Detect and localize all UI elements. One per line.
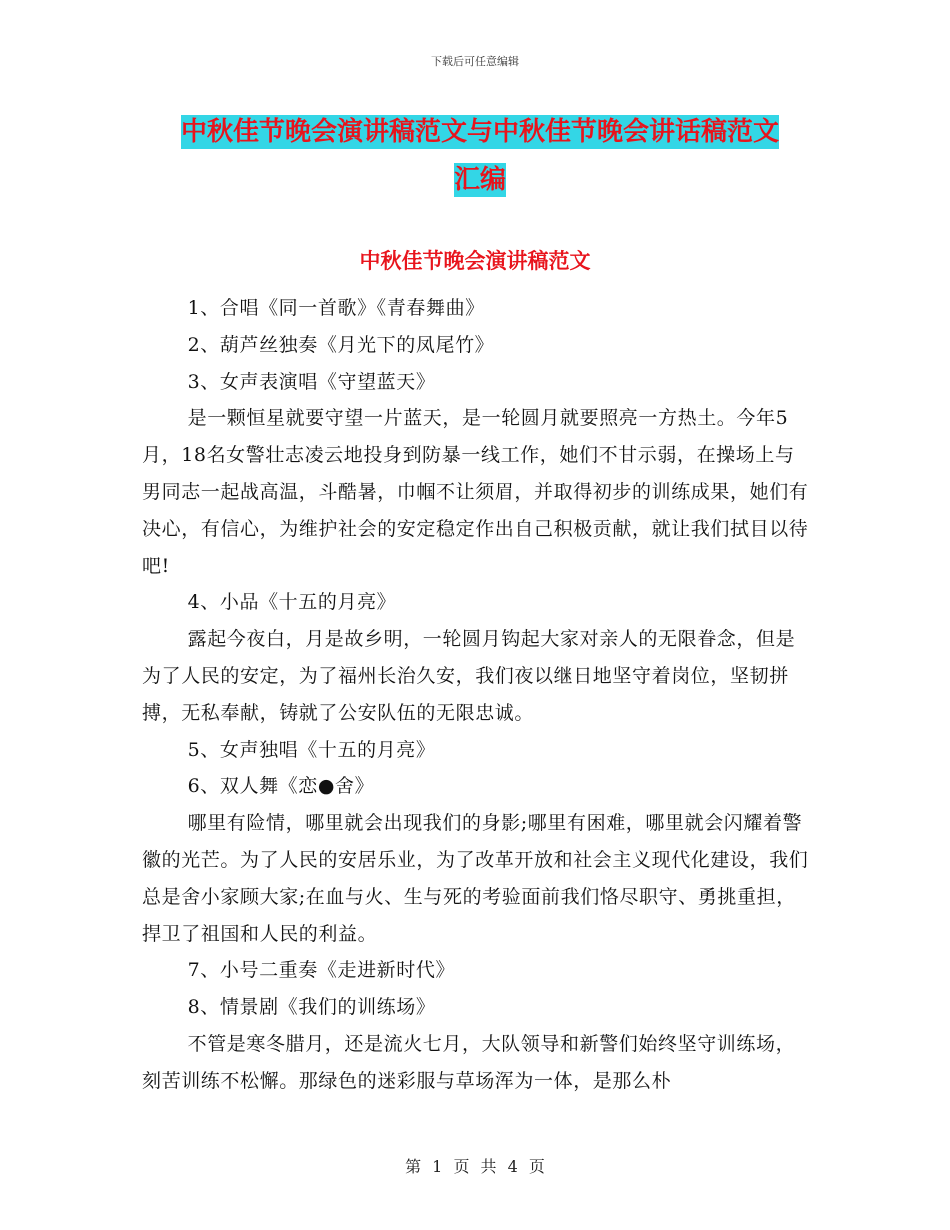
- paragraph: 7、小号二重奏《走进新时代》: [187, 959, 456, 982]
- title-line-2: 汇编: [453, 165, 506, 195]
- section-title: 中秋佳节晚会演讲稿范文: [359, 249, 591, 273]
- document-title: [140, 108, 820, 204]
- paragraph: 2、葫芦丝独奏《月光下的凤尾竹》: [187, 333, 495, 356]
- paragraph: 3、女声表演唱《守望蓝天》: [187, 370, 436, 393]
- paragraph: 不管是寒冬腊月，还是流火七月，大队领导和新警们始终坚守训练场，刻苦训练不松懈。那绿色的迷彩服与草场浑为一体，是那么朴: [142, 1032, 796, 1092]
- paragraph: 哪里有险情，哪里就会出现我们的身影;哪里有困难，哪里就会闪耀着警徽的光芒。为了人民的安居乐业，为了改革开放和社会主义现代化建设，我们总是舍小家顾大家;在血与火、生与死的考验面前我们恪尽职守、勇挑重担，捍卫了祖国和人民的利益。: [142, 812, 809, 945]
- body-text: [142, 290, 812, 1100]
- title-line-1: 中秋佳节晚会演讲稿范文与中秋佳节晚会讲话稿范文: [180, 117, 779, 147]
- header-note: 下载后可任意编辑: [431, 55, 519, 68]
- page-footer: 第 1 页 共 4 页: [405, 1157, 545, 1176]
- paragraph: 1、合唱《同一首歌》《青春舞曲》: [187, 297, 485, 319]
- paragraph: 6、双人舞《恋●舍》: [187, 775, 375, 798]
- paragraph: 露起今夜白，月是故乡明，一轮圆月钩起大家对亲人的无限眷念，但是为了人民的安定，为了福州长治久安，我们夜以继日地坚守着岗位，坚韧拼搏，无私奉献，铸就了公安队伍的无限忠诚。: [142, 628, 796, 724]
- paragraph: 8、情景剧《我们的训练场》: [187, 996, 436, 1019]
- paragraph: 4、小品《十五的月亮》: [187, 591, 397, 614]
- paragraph: 5、女声独唱《十五的月亮》: [187, 738, 436, 761]
- paragraph: 是一颗恒星就要守望一片蓝天，是一轮圆月就要照亮一方热土。今年5月，18名女警壮志凌云地投身到防暴一线工作，她们不甘示弱，在操场上与男同志一起战高温，斗酷暑，巾帼不让须眉，并取得初步的训练成果，她们有决心，有信心，为维护社会的安定稳定作出自己积极贡献，就让我们拭目以待吧!: [142, 407, 809, 577]
